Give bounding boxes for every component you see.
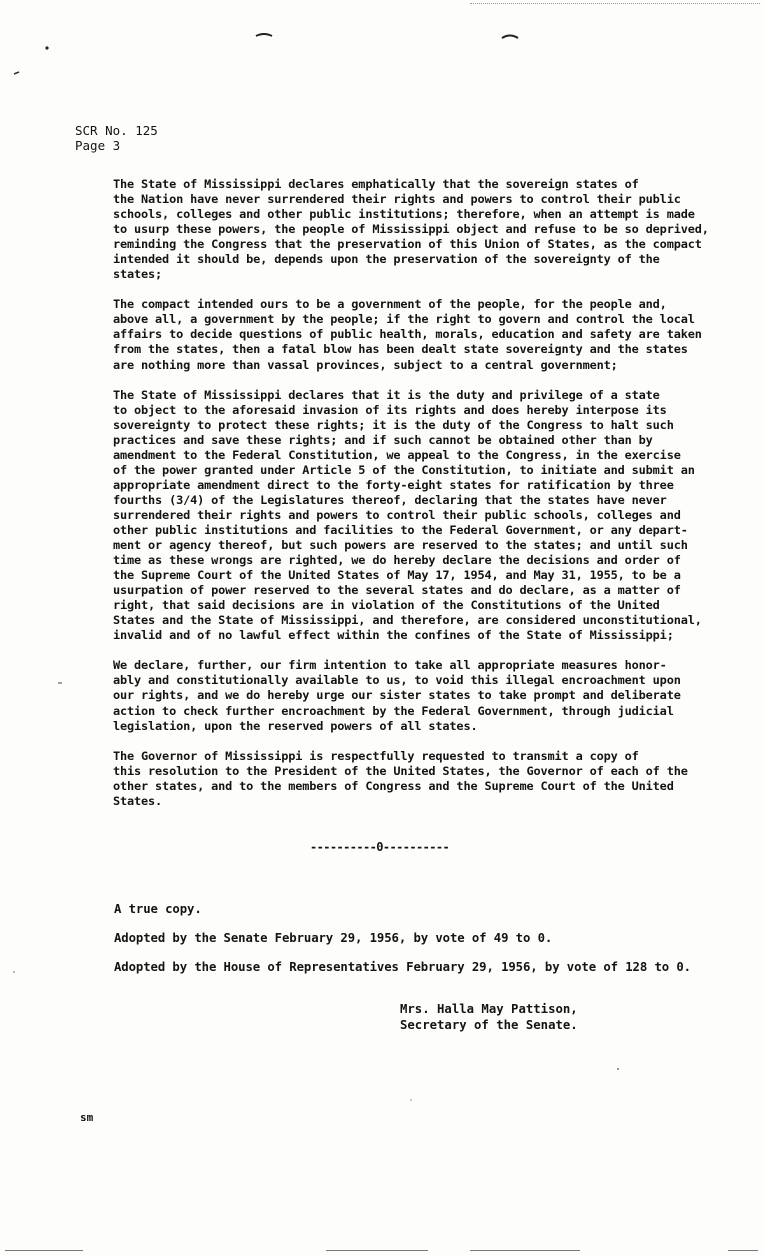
document-header	[75, 123, 158, 153]
text-line: sovereignty to protect these rights; it is the duty of the Congress to halt such	[113, 417, 674, 432]
paragraph-governor-request	[75, 749, 715, 809]
true-copy-line: A true copy.	[114, 902, 202, 916]
section-separator: ----------0----------	[310, 840, 450, 854]
text-line: reminding the Congress that the preservation of this Union of States, as the compact	[113, 237, 702, 252]
page-number: Page 3	[75, 138, 121, 153]
typist-initials: sm	[80, 1111, 94, 1124]
text-line: time as these wrongs are righted, we do hereby declare the decisions and order of	[113, 553, 681, 568]
text-line: usurpation of power reserved to the several states and do declare, as a matter of	[113, 583, 681, 598]
text-line: other public institutions and facilities to the Federal Government, or any depart-	[113, 522, 688, 537]
scan-edge-line	[5, 1250, 83, 1251]
text-line: to object to the aforesaid invasion of its rights and does hereby interpose its	[113, 402, 667, 417]
text-line: ably and constitutionally available to us, to void this illegal encroachment upon	[113, 673, 681, 688]
scan-edge-line	[470, 1250, 580, 1251]
text-line: We declare, further, our firm intention to take all appropriate measures honor-	[113, 658, 667, 673]
text-line: The compact intended ours to be a government of the people, for the people and,	[113, 297, 667, 312]
text-line: from the states, then a fatal blow has been dealt state sovereignty and the states	[113, 342, 688, 357]
text-line: of the power granted under Article 5 of the Constitution, to initiate and submit an	[113, 462, 695, 477]
text-line: States and the State of Mississippi, and therefore, are considered unconstitutional,	[113, 613, 702, 628]
text-line: legislation, upon the reserved powers of all states.	[113, 718, 478, 733]
senate-adoption-line: Adopted by the Senate February 29, 1956, by vote of 49 to 0.	[114, 931, 553, 945]
paragraph-interposition	[75, 388, 715, 644]
text-line: other states, and to the members of Congress and the Supreme Court of the United	[113, 778, 674, 793]
signer-title: Secretary of the Senate.	[400, 1018, 578, 1032]
house-adoption-line: Adopted by the House of Representatives February 29, 1956, by vote of 128 to 0.	[114, 960, 691, 974]
text-line: amendment to the Federal Constitution, we appeal to the Congress, in the exercise	[113, 447, 681, 462]
text-line: The State of Mississippi declares emphatically that the sovereign states of	[113, 177, 639, 191]
text-line: practices and save these rights; and if such cannot be obtained other than by	[113, 432, 653, 447]
signer-name: Mrs. Halla May Pattison,	[400, 1002, 578, 1016]
text-line: schools, colleges and other public institutions; therefore, when an attempt is made	[113, 207, 695, 222]
text-line: the Nation have never surrendered their rights and powers to control their public	[113, 192, 681, 207]
text-line: The Governor of Mississippi is respectfully requested to transmit a copy of	[113, 748, 639, 763]
text-line: above all, a government by the people; if the right to govern and control the local	[113, 312, 695, 327]
scan-edge-line	[728, 1250, 758, 1251]
resolution-body	[75, 177, 715, 824]
paragraph-intention	[75, 658, 715, 733]
text-line: invalid and of no lawful effect within the confines of the State of Mississippi;	[113, 628, 674, 643]
text-line: ment or agency thereof, but such powers are reserved to the states; and until such	[113, 538, 688, 553]
text-line: to usurp these powers, the people of Mississippi object and refuse to be so deprived,	[113, 222, 709, 237]
paragraph-sovereignty	[75, 177, 715, 282]
bill-number: SCR No. 125	[75, 123, 158, 138]
signature-block	[400, 1001, 578, 1033]
text-line: are nothing more than vassal provinces, subject to a central government;	[113, 357, 618, 372]
text-line: the Supreme Court of the United States of May 17, 1954, and May 31, 1955, to be a	[113, 568, 681, 583]
paragraph-compact	[75, 297, 715, 372]
text-line: affairs to decide questions of public health, morals, education and safety are taken	[113, 327, 702, 342]
scan-edge-line	[326, 1250, 428, 1251]
text-line: intended it should be, depends upon the preservation of the sovereignty of the	[113, 252, 660, 267]
text-line: our rights, and we do hereby urge our sister states to take prompt and deliberate	[113, 688, 681, 703]
text-line: action to check further encroachment by the Federal Government, through judicial	[113, 703, 674, 718]
text-line: fourths (3/4) of the Legislatures thereof, declaring that the states have never	[113, 492, 667, 507]
text-line: states;	[113, 267, 163, 282]
text-line: appropriate amendment direct to the forty-eight states for ratification by three	[113, 477, 674, 492]
text-line: The State of Mississippi declares that it is the duty and privilege of a state	[113, 387, 660, 402]
text-line: States.	[113, 793, 163, 808]
text-line: right, that said decisions are in violation of the Constitutions of the United	[113, 598, 660, 613]
text-line: this resolution to the President of the United States, the Governor of each of the	[113, 763, 688, 778]
text-line: surrendered their rights and powers to control their public schools, colleges and	[113, 507, 681, 522]
